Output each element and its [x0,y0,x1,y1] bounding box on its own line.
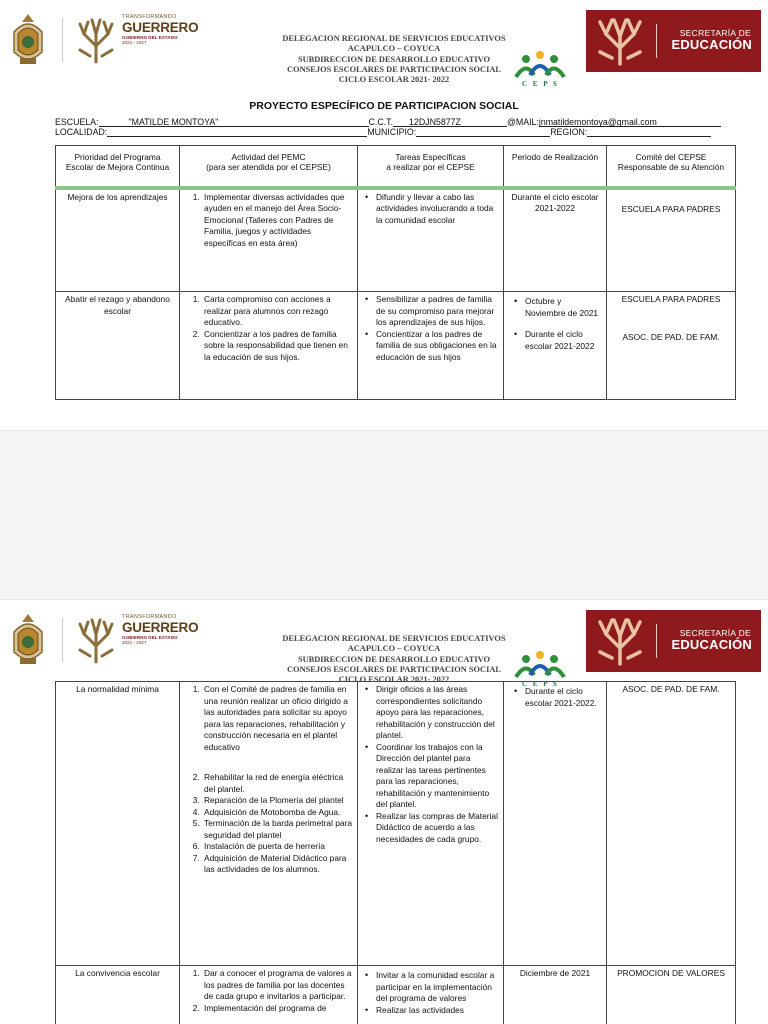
list-item: • Sensibilizar a padres de familia de su compromiso para mejorar los aprendizajes de sus hijos. [376,294,499,329]
ceps-logo-label: C E P S [522,80,559,88]
cell-prioridad: Mejora de los aprendizajes [56,188,180,292]
header-text: Tareas Específicas [395,152,466,162]
header-line-2: ACAPULCO – COYUCA [347,44,441,54]
list-item: • Difundir y llevar a cabo las actividades involucrando a toda la comunidad escolar [376,192,499,227]
cell-periodo [504,682,607,966]
cell-tareas [358,966,504,1024]
list-item: 7. Adquisición de Material Didáctico para las actividades de los alumnos. [202,853,353,876]
cell-actividades [180,188,358,292]
guerrero-logo-big: GUERRERO [122,20,199,35]
cell-periodo: Diciembre de 2021 [504,966,607,1024]
header-title-block [244,34,544,85]
cct-label: C.C.T. [368,117,393,127]
header-divider [62,618,63,662]
header-text: Prioridad del Programa [74,152,161,162]
cell-comite [607,966,736,1024]
blank-underline [477,117,507,127]
header-line-1: DELEGACION REGIONAL DE SERVICIOS EDUCATIVOS [282,34,506,43]
list-item: • Realizar las compras de Material Didáctico de acuerdo a las necesidades de cada grupo. [376,811,499,846]
list-item: • Realizar las actividades [376,1005,499,1017]
header-text: Periodo de Realización [511,152,599,162]
participation-table-part-2 [55,681,736,1024]
header-line-4: CONSEJOS ESCOLARES DE PARTICIPACION SOCIAL [287,64,501,74]
localidad-field [107,127,367,137]
form-line-localidad [55,127,711,137]
sep-tree-icon [594,16,646,66]
header-line-2: ACAPULCO – COYUCA [347,644,441,654]
guerrero-logo [122,14,199,45]
cell-actividades [180,966,358,1024]
form-line-escuela [55,117,721,127]
list-item: • Durante el ciclo escolar 2021-2022. [525,686,599,709]
sep-logo-line2: EDUCACIÓN [671,37,752,52]
list-item: 1. Implementar diversas actividades que ayuden en el manejo del Área Socio-Emocional (Talleres con Padres de Familia, juegos y actividades específicas en esta área) [202,192,353,250]
list-item: 1. Carta compromiso con acciones a realizar para alumnos con rezago educativo. [202,294,353,329]
cell-comite [607,188,736,292]
guerrero-logo [122,614,199,645]
list-item: 2. Rehabilitar la red de energía eléctrica del plantel. [202,772,353,795]
table-row [56,966,736,1024]
header-text: Comité del CEPSE [635,152,707,162]
document-title: PROYECTO ESPECÍFICO DE PARTICIPACION SOCIAL [249,100,519,112]
cell-actividades [180,682,358,966]
list-item: • Octubre y Noviembre de 2021 [525,296,599,319]
table-header-row [56,146,736,188]
cell-actividades [180,292,358,400]
list-item: 2. Implementación del programa de [202,1003,353,1015]
header-tareas [358,146,504,188]
header-actividad [180,146,358,188]
guerrero-logo-years: 2021 - 2027 [122,640,147,645]
blank-underline [99,117,129,127]
table-row [56,292,736,400]
header-line-4: CONSEJOS ESCOLARES DE PARTICIPACION SOCIAL [287,664,501,674]
header-text: a realizar por el CEPSE [386,162,475,172]
sep-logo-line1: SECRETARÍA DE [679,628,751,638]
localidad-label: LOCALIDAD: [55,127,108,137]
cell-comite [607,292,736,400]
list-item: 4. Adquisición de Motobomba de Agua. [202,807,353,819]
sep-logo [586,10,761,72]
guerrero-logo-gobierno: GOBIERNO DEL ESTADO [122,35,178,40]
header-text: (para ser atendida por el CEPSE) [206,162,331,172]
guerrero-tree-icon [74,16,118,64]
guerrero-logo-small: TRANSFORMANDO [122,14,177,20]
comite-text: ESCUELA PARA PADRES [621,294,721,304]
header-line-3: SUBDIRECCION DE DESARROLLO EDUCATIVO [297,654,491,664]
escuela-value: "MATILDE MONTOYA" [128,117,219,127]
municipio-label: MUNICIPIO: [367,127,417,137]
list-item: 5. Terminación de la barda perimetral para seguridad del plantel [202,818,353,841]
cell-prioridad: La convivencia escolar [56,966,180,1024]
participation-table-part-1 [55,145,736,400]
sep-logo-line2: EDUCACIÓN [671,637,752,652]
region-label: REGION: [550,127,588,137]
header-line-1: DELEGACION REGIONAL DE SERVICIOS EDUCATIVOS [282,634,506,643]
header-prioridad [56,146,180,188]
header-text: Responsable de su Atención [617,162,725,172]
cct-value: 12DJN5877Z [409,117,461,127]
list-item: 6. Instalación de puerta de herrería [202,841,353,853]
mail-value: jnmatildemontoya@gmail.com [538,117,657,127]
cell-tareas [358,292,504,400]
list-item: • Coordinar los trabajos con la Dirección del plantel para realizar las tareas pertinentes para las reparaciones, rehabilitación y mantenimiento del plantel. [376,742,499,811]
header-title-block [244,634,544,685]
header-text: Actividad del PEMC [231,152,306,162]
page-gap [0,430,768,600]
table-row [56,682,736,966]
sep-logo-line1: SECRETARÍA DE [679,28,751,38]
table-row [56,188,736,292]
municipio-field [416,127,550,137]
cell-periodo [504,292,607,400]
list-item: 1. Dar a conocer el programa de valores a los padres de familia por las docentes de cada grupo e invitarlos a participar. [202,968,353,1003]
list-item: 3. Reparación de la Plomería del plantel [202,795,353,807]
document-page-1 [0,0,768,430]
list-item: 1. Con el Comité de padres de familia en una reunión realizar un oficio dirigido a las autoridades para solicitar su apoyo para las reparaciones, rehabilitación y construcción necesaria en el plantel educativo [202,684,353,753]
header-divider [62,18,63,62]
cell-comite [607,682,736,966]
header-text: Escolar de Mejora Continua [65,162,170,172]
cell-periodo: Durante el ciclo escolar 2021-2022 [504,188,607,292]
sep-logo-divider [656,24,657,58]
escuela-field [129,117,369,127]
guerrero-tree-icon [74,616,118,664]
comite-text: ASOC. DE PAD. DE FAM. [622,684,720,694]
mail-field [539,117,721,127]
state-seal-icon [8,612,48,668]
guerrero-logo-gobierno: GOBIERNO DEL ESTADO [122,635,178,640]
header-line-3: SUBDIRECCION DE DESARROLLO EDUCATIVO [297,54,491,64]
sep-logo-divider [656,624,657,658]
escuela-label: ESCUELA: [55,117,99,127]
list-item: • Durante el ciclo escolar 2021-2022 [525,329,599,352]
guerrero-logo-years: 2021 - 2027 [122,40,147,45]
cell-prioridad: La normalidad mínima [56,682,180,966]
sep-tree-icon [594,616,646,666]
list-item: • Dirigir oficios a las áreas correspondientes solicitando apoyo para las reparaciones, rehabilitación y construcción del plantel. [376,684,499,742]
cell-prioridad: Abatir el rezago y abandono escolar [56,292,180,400]
cell-tareas [358,188,504,292]
header-line-5: CICLO ESCOLAR 2021- 2022 [338,75,450,85]
sep-logo [586,610,761,672]
list-item: 2. Concientizar a los padres de familia sobre la responsabilidad que tienen en la educación de sus hijos. [202,329,353,364]
comite-text: ESCUELA PARA PADRES [621,203,721,214]
guerrero-logo-big: GUERRERO [122,620,199,635]
ceps-logo-label: C E P S [522,680,559,688]
header-comite [607,146,736,188]
region-field [587,127,711,137]
cct-field [393,117,477,127]
page-header [0,0,768,95]
state-seal-icon [8,12,48,68]
comite-text: PROMOCION DE VALORES [617,968,725,978]
cell-tareas [358,682,504,966]
comite-text: ASOC. DE PAD. DE FAM. [622,331,720,342]
header-line-5: CICLO ESCOLAR 2021- 2022 [338,675,450,685]
mail-label: @MAIL: [506,117,539,127]
header-periodo [504,146,607,188]
guerrero-logo-small: TRANSFORMANDO [122,614,177,620]
list-item: • Concientizar a los padres de familia de sus obligaciones en la educación de sus hijos [376,329,499,364]
list-item: • Invitar a la comunidad escolar a participar en la implementación del programa de valores [376,970,499,1005]
